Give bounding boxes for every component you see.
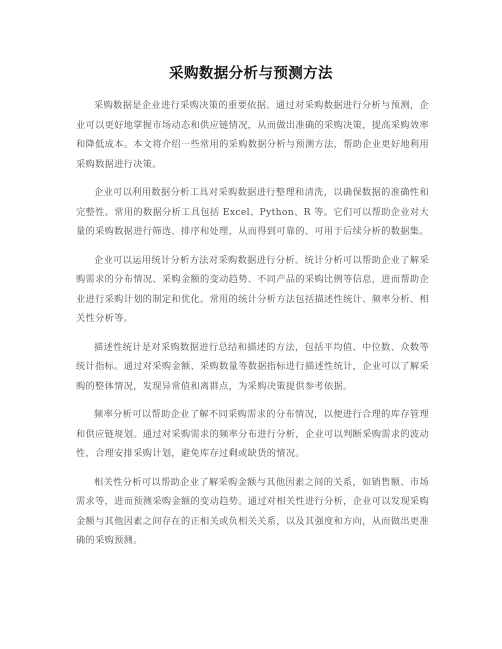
- paragraph-intro: 采购数据是企业进行采购决策的重要依据。通过对采购数据进行分析与预测，企业可以更好地掌握市场动态和供应链情况，从而做出准确的采购决策，提高采购效率和降低成本。本文将介绍一些常用的采购数据分析与预测方法，帮助企业更好地利用采购数据进行决策。: [76, 100, 429, 170]
- paragraph-descriptive-statistics: 描述性统计是对采购数据进行总结和描述的方法，包括平均值、中位数、众数等统计指标。通过对采购金额、采购数量等数据指标进行描述性统计，企业可以了解采购的整体情况，发现异常值和离群点，为采购决策提供参考依据。: [76, 341, 429, 392]
- paragraph-statistical-analysis: 企业可以运用统计分析方法对采购数据进行分析。统计分析可以帮助企业了解采购需求的分布情况、采购金额的变动趋势、不同产品的采购比例等信息，进而帮助企业进行采购计划的制定和优化。常用的统计分析方法包括描述性统计、频率分析、相关性分析等。: [76, 254, 429, 324]
- document-title: 采购数据分析与预测方法: [169, 66, 333, 82]
- paragraph-frequency-analysis: 频率分析可以帮助企业了解不同采购需求的分布情况，以便进行合理的库存管理和供应链规划。通过对采购需求的频率分布进行分析，企业可以判断采购需求的波动性，合理安排采购计划，避免库存过剩或缺货的情况。: [76, 409, 429, 459]
- paragraph-correlation-analysis: 相关性分析可以帮助企业了解采购金额与其他因素之间的关系，如销售额、市场需求等，进而预测采购金额的变动趋势。通过对相关性进行分析，企业可以发现采购金额与其他因素之间存在的正相关或负相关关系，以及其强度和方向，从而做出更准确的采购预测。: [76, 476, 429, 546]
- document-body: [76, 96, 429, 560]
- paragraph-data-cleaning: 企业可以利用数据分析工具对采购数据进行整理和清洗，以确保数据的准确性和完整性。常用的数据分析工具包括 Excel、Python、R 等。它们可以帮助企业对大量的采购数据进行筛选、排序和处理，从而得到可靠的、可用于后续分析的数据集。: [76, 187, 429, 237]
